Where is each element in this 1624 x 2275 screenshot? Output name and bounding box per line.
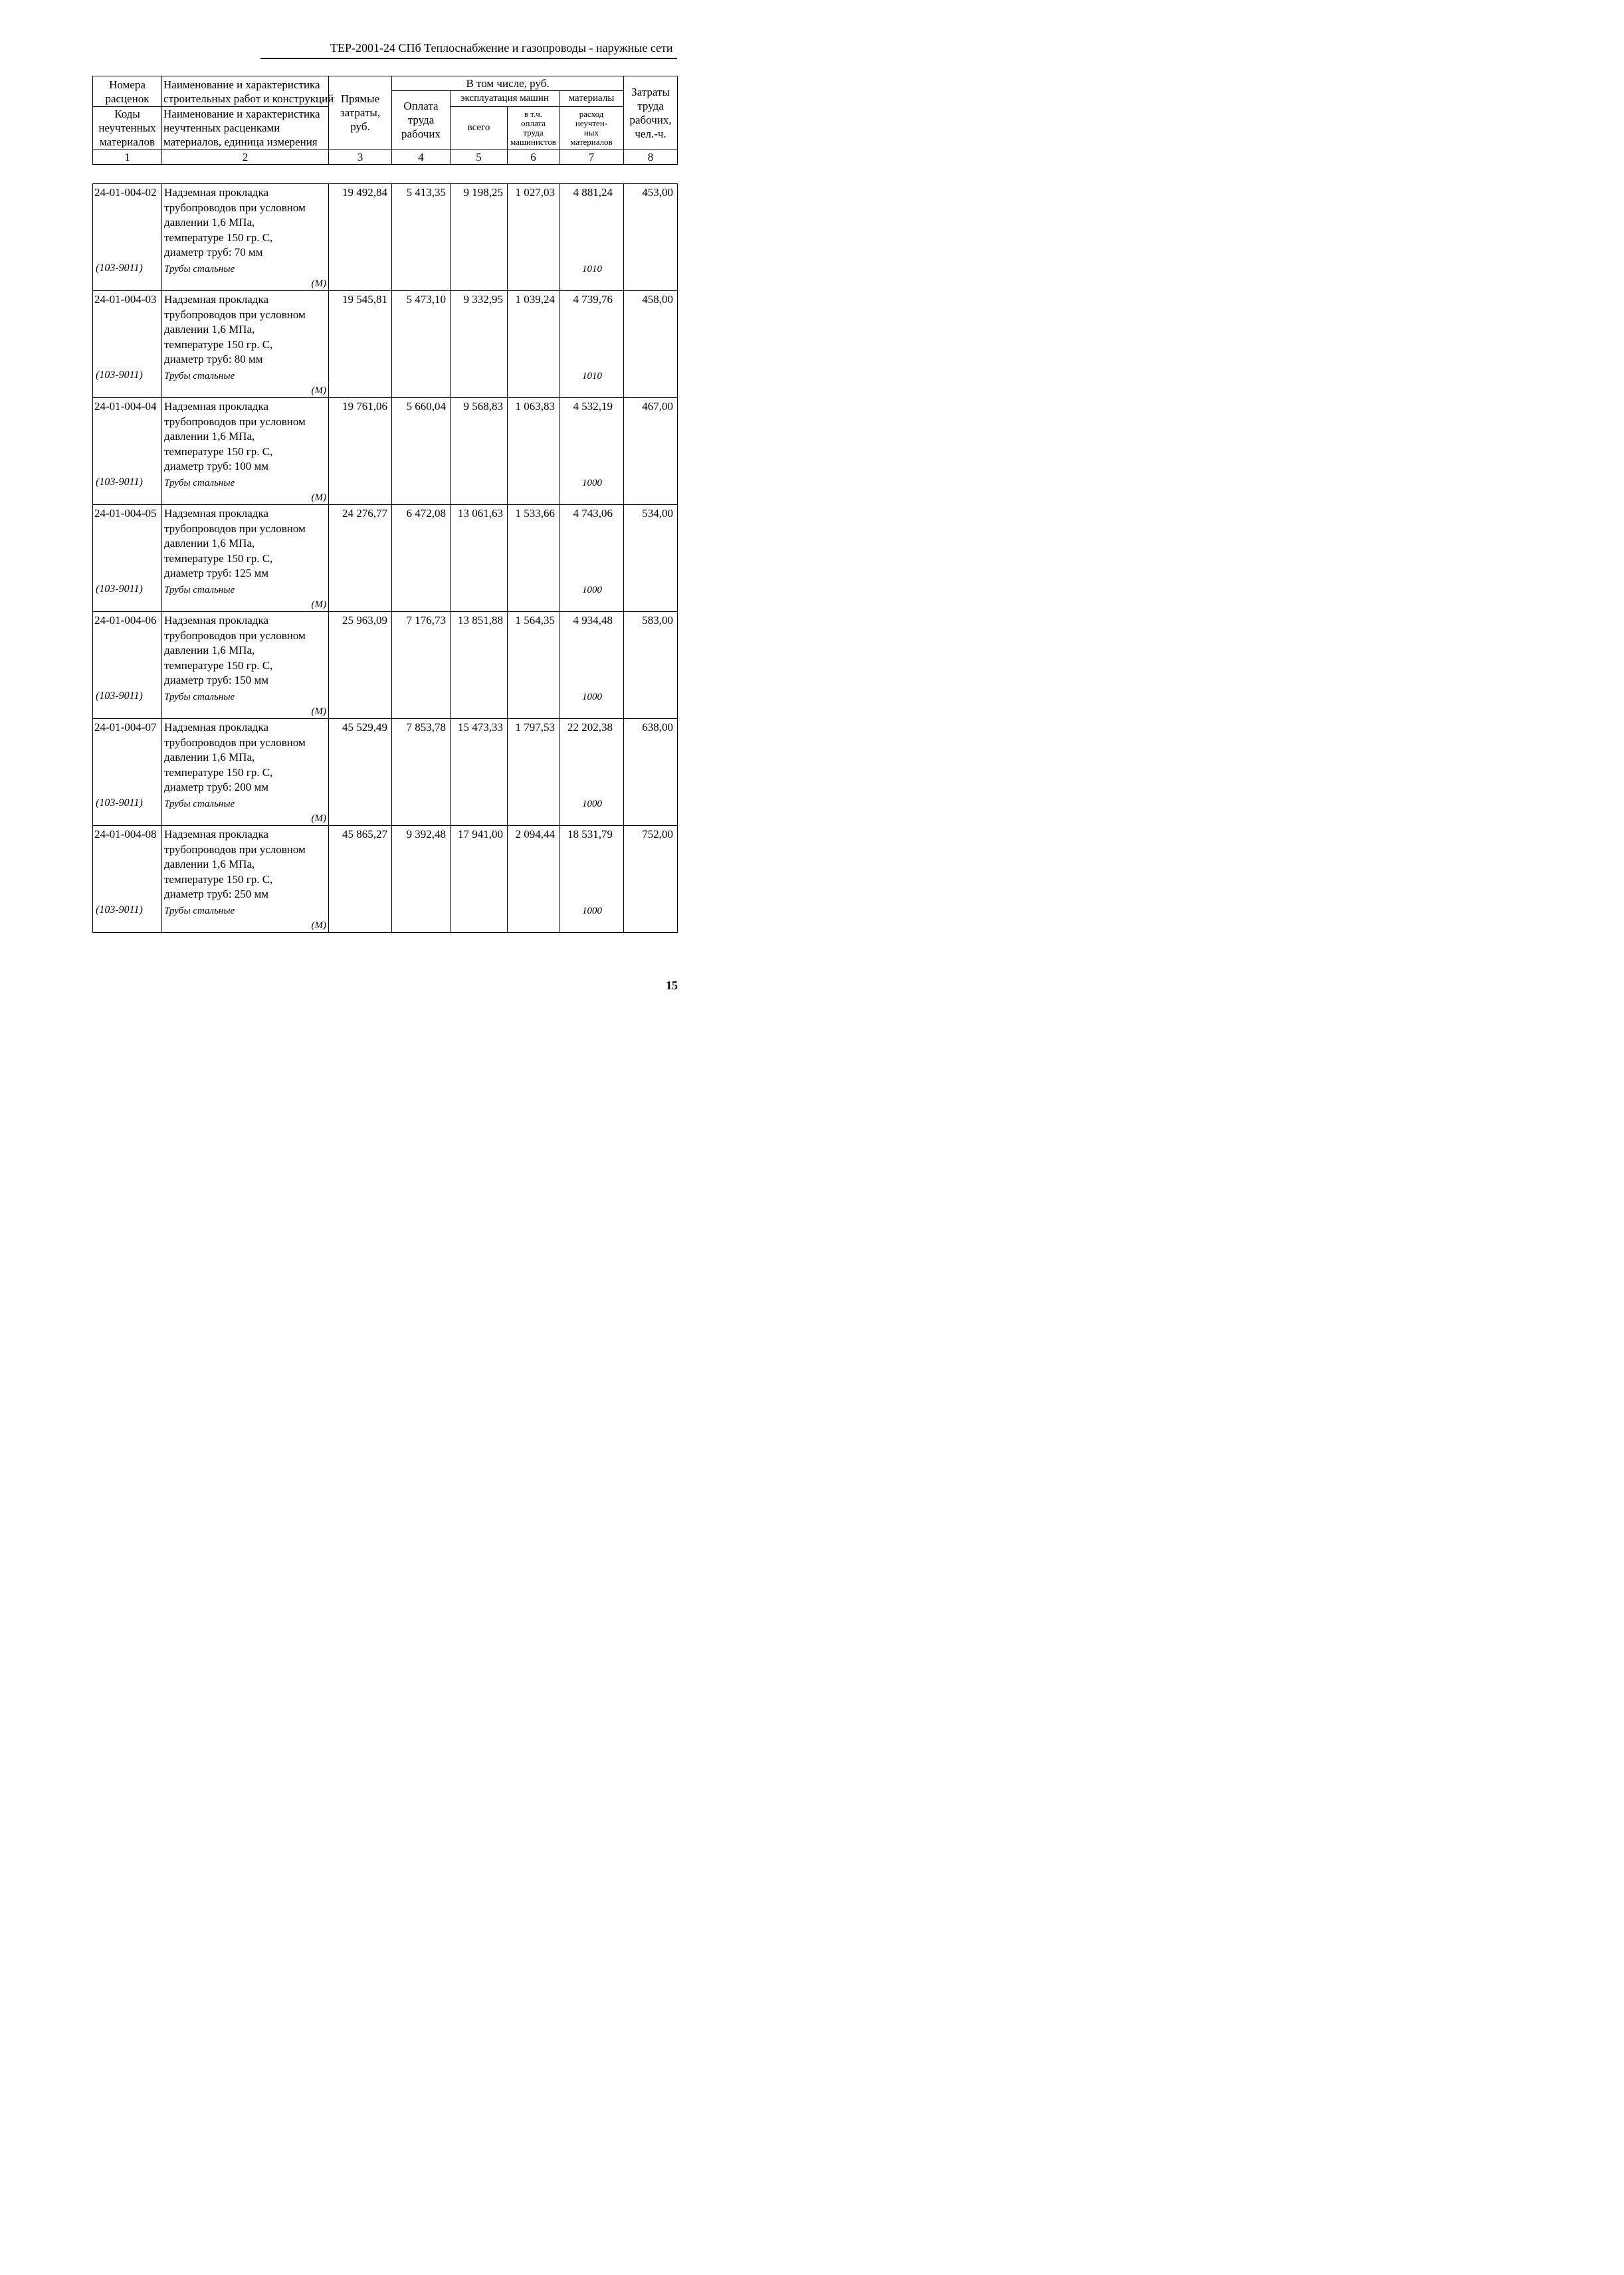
work-description-line: давлении 1,6 МПа, bbox=[164, 323, 255, 336]
work-description-line: диаметр труб: 80 мм bbox=[164, 353, 263, 365]
work-description-line: температуре 150 гр. С, bbox=[164, 445, 273, 458]
machine-costs-total: 9 332,95 bbox=[451, 291, 508, 398]
rate-code-cell bbox=[93, 398, 162, 505]
table-row bbox=[93, 719, 678, 826]
col1-top-header: Номера расценок bbox=[93, 76, 162, 107]
material-code: (103-9011) bbox=[96, 369, 143, 381]
material-quantity: 1010 bbox=[582, 371, 602, 381]
work-description-line: диаметр труб: 125 мм bbox=[164, 567, 269, 579]
labor-hours: 638,00 bbox=[624, 719, 678, 826]
work-name-cell bbox=[162, 505, 329, 612]
col4-header: Оплата труда рабочих bbox=[392, 91, 451, 149]
material-quantity: 1000 bbox=[582, 692, 602, 702]
machine-operator-wages: 1 039,24 bbox=[508, 291, 559, 398]
rate-code-cell bbox=[93, 719, 162, 826]
work-name-cell bbox=[162, 826, 329, 933]
materials-cell bbox=[559, 291, 624, 398]
material-name: Трубы стальные bbox=[164, 371, 235, 381]
material-code: (103-9011) bbox=[96, 583, 143, 595]
direct-costs: 19 545,81 bbox=[329, 291, 392, 398]
col2-bottom-header: Наименование и характеристика неучтенных расценками материалов, единица измерения bbox=[162, 107, 329, 149]
col-number: 4 bbox=[392, 149, 451, 165]
materials-cost: 4 881,24 bbox=[573, 186, 613, 199]
materials-header: материалы bbox=[559, 91, 624, 107]
material-unit: (М) bbox=[311, 813, 326, 824]
material-name: Трубы стальные bbox=[164, 692, 235, 702]
work-description-line: диаметр труб: 250 мм bbox=[164, 888, 269, 900]
col5-header: всего bbox=[451, 107, 508, 149]
material-unit: (М) bbox=[311, 278, 326, 289]
machines-header: эксплуатация машин bbox=[451, 91, 559, 107]
page-number: 15 bbox=[666, 979, 678, 992]
labor-hours: 583,00 bbox=[624, 612, 678, 719]
material-unit: (М) bbox=[311, 920, 326, 931]
machine-costs-total: 17 941,00 bbox=[451, 826, 508, 933]
col-number: 8 bbox=[624, 149, 678, 165]
work-description-line: температуре 150 гр. С, bbox=[164, 338, 273, 351]
rate-code: 24-01-004-08 bbox=[94, 828, 157, 841]
table-row bbox=[93, 826, 678, 933]
work-description-line: диаметр труб: 100 мм bbox=[164, 460, 269, 472]
material-name: Трубы стальные bbox=[164, 799, 235, 809]
work-name-cell bbox=[162, 184, 329, 291]
col-number: 6 bbox=[508, 149, 559, 165]
material-code: (103-9011) bbox=[96, 797, 143, 809]
work-description-line: давлении 1,6 МПа, bbox=[164, 858, 255, 870]
labor-wages: 6 472,08 bbox=[392, 505, 451, 612]
labor-wages: 5 660,04 bbox=[392, 398, 451, 505]
machine-operator-wages: 2 094,44 bbox=[508, 826, 559, 933]
rate-code: 24-01-004-07 bbox=[94, 721, 157, 734]
machine-operator-wages: 1 027,03 bbox=[508, 184, 559, 291]
table-row bbox=[93, 291, 678, 398]
table-row bbox=[93, 184, 678, 291]
machine-operator-wages: 1 564,35 bbox=[508, 612, 559, 719]
labor-hours: 752,00 bbox=[624, 826, 678, 933]
table-row bbox=[93, 398, 678, 505]
col3-header: Прямые затраты, руб. bbox=[329, 76, 392, 149]
material-code: (103-9011) bbox=[96, 904, 143, 916]
col-number: 7 bbox=[559, 149, 624, 165]
material-code: (103-9011) bbox=[96, 690, 143, 702]
work-description-line: давлении 1,6 МПа, bbox=[164, 216, 255, 229]
rate-code: 24-01-004-04 bbox=[94, 400, 157, 413]
work-description-line: диаметр труб: 70 мм bbox=[164, 246, 263, 258]
rate-code: 24-01-004-03 bbox=[94, 293, 157, 306]
material-name: Трубы стальные bbox=[164, 585, 235, 595]
material-quantity: 1000 bbox=[582, 478, 602, 488]
machine-costs-total: 13 851,88 bbox=[451, 612, 508, 719]
header-rule bbox=[260, 58, 677, 59]
col-number: 5 bbox=[451, 149, 508, 165]
work-description-line: трубопроводов при условном bbox=[164, 629, 306, 642]
rate-code-cell bbox=[93, 505, 162, 612]
labor-hours: 534,00 bbox=[624, 505, 678, 612]
work-description-line: диаметр труб: 150 мм bbox=[164, 674, 269, 686]
materials-cost: 4 743,06 bbox=[573, 507, 613, 520]
work-description-line: трубопроводов при условном bbox=[164, 308, 306, 321]
work-description-line: трубопроводов при условном bbox=[164, 736, 306, 749]
direct-costs: 45 529,49 bbox=[329, 719, 392, 826]
machine-operator-wages: 1 063,83 bbox=[508, 398, 559, 505]
labor-wages: 5 473,10 bbox=[392, 291, 451, 398]
work-description-line: Надземная прокладка bbox=[164, 614, 268, 627]
document-title: ТЕР-2001-24 СПб Теплоснабжение и газопроводы - наружные сети bbox=[330, 41, 673, 54]
col6-header: в т.ч. оплата труда машинистов bbox=[508, 107, 559, 149]
work-description-line: температуре 150 гр. С, bbox=[164, 872, 273, 886]
materials-cell bbox=[559, 826, 624, 933]
material-quantity: 1010 bbox=[582, 264, 602, 274]
direct-costs: 19 761,06 bbox=[329, 398, 392, 505]
work-description-line: Надземная прокладка bbox=[164, 186, 268, 199]
work-name-cell bbox=[162, 291, 329, 398]
labor-wages: 5 413,35 bbox=[392, 184, 451, 291]
rate-code-cell bbox=[93, 184, 162, 291]
column-header-table bbox=[92, 76, 678, 165]
direct-costs: 19 492,84 bbox=[329, 184, 392, 291]
work-description-line: трубопроводов при условном bbox=[164, 842, 306, 856]
material-quantity: 1000 bbox=[582, 585, 602, 595]
work-description-line: Надземная прокладка bbox=[164, 828, 268, 841]
rate-code: 24-01-004-06 bbox=[94, 614, 157, 627]
machine-costs-total: 13 061,63 bbox=[451, 505, 508, 612]
work-description-line: трубопроводов при условном bbox=[164, 415, 306, 428]
labor-wages: 7 853,78 bbox=[392, 719, 451, 826]
work-description-line: трубопроводов при условном bbox=[164, 201, 306, 214]
materials-cell bbox=[559, 184, 624, 291]
work-description-line: температуре 150 гр. С, bbox=[164, 765, 273, 779]
machine-operator-wages: 1 533,66 bbox=[508, 505, 559, 612]
work-description-line: температуре 150 гр. С, bbox=[164, 231, 273, 244]
work-description-line: давлении 1,6 МПа, bbox=[164, 751, 255, 763]
material-unit: (М) bbox=[311, 385, 326, 396]
rate-code-cell bbox=[93, 826, 162, 933]
work-description-line: давлении 1,6 МПа, bbox=[164, 537, 255, 549]
material-unit: (М) bbox=[311, 599, 326, 610]
labor-wages: 7 176,73 bbox=[392, 612, 451, 719]
materials-cell bbox=[559, 505, 624, 612]
table-row bbox=[93, 505, 678, 612]
labor-wages: 9 392,48 bbox=[392, 826, 451, 933]
work-description-line: температуре 150 гр. С, bbox=[164, 658, 273, 672]
work-name-cell bbox=[162, 719, 329, 826]
group-header: В том числе, руб. bbox=[392, 76, 624, 91]
material-code: (103-9011) bbox=[96, 262, 143, 274]
table-row bbox=[93, 612, 678, 719]
material-name: Трубы стальные bbox=[164, 264, 235, 274]
work-description-line: трубопроводов при условном bbox=[164, 522, 306, 535]
col-number: 2 bbox=[162, 149, 329, 165]
material-unit: (М) bbox=[311, 492, 326, 503]
material-name: Трубы стальные bbox=[164, 478, 235, 488]
col2-top-header: Наименование и характеристика строительных работ и конструкций bbox=[162, 76, 329, 107]
col1-bottom-header: Коды неучтенных материалов bbox=[93, 107, 162, 149]
work-description-line: давлении 1,6 МПа, bbox=[164, 430, 255, 443]
material-quantity: 1000 bbox=[582, 906, 602, 916]
work-description-line: Надземная прокладка bbox=[164, 507, 268, 520]
col-number: 3 bbox=[329, 149, 392, 165]
labor-hours: 458,00 bbox=[624, 291, 678, 398]
materials-cell bbox=[559, 612, 624, 719]
labor-hours: 453,00 bbox=[624, 184, 678, 291]
direct-costs: 45 865,27 bbox=[329, 826, 392, 933]
material-name: Трубы стальные bbox=[164, 906, 235, 916]
material-unit: (М) bbox=[311, 706, 326, 717]
machine-operator-wages: 1 797,53 bbox=[508, 719, 559, 826]
direct-costs: 24 276,77 bbox=[329, 505, 392, 612]
work-description-line: Надземная прокладка bbox=[164, 721, 268, 734]
machine-costs-total: 9 568,83 bbox=[451, 398, 508, 505]
col8-header: Затраты труда рабочих, чел.-ч. bbox=[624, 76, 678, 149]
rate-code: 24-01-004-02 bbox=[94, 186, 157, 199]
rates-table bbox=[92, 183, 678, 933]
material-code: (103-9011) bbox=[96, 476, 143, 488]
work-description-line: давлении 1,6 МПа, bbox=[164, 644, 255, 656]
work-description-line: Надземная прокладка bbox=[164, 293, 268, 306]
materials-cost: 4 739,76 bbox=[573, 293, 613, 306]
materials-cost: 22 202,38 bbox=[567, 721, 613, 734]
rate-code: 24-01-004-05 bbox=[94, 507, 157, 520]
machine-costs-total: 15 473,33 bbox=[451, 719, 508, 826]
work-description-line: температуре 150 гр. С, bbox=[164, 551, 273, 565]
rate-code-cell bbox=[93, 291, 162, 398]
direct-costs: 25 963,09 bbox=[329, 612, 392, 719]
machine-costs-total: 9 198,25 bbox=[451, 184, 508, 291]
materials-cost: 4 934,48 bbox=[573, 614, 613, 627]
materials-cost: 18 531,79 bbox=[567, 828, 613, 841]
materials-cell bbox=[559, 719, 624, 826]
material-quantity: 1000 bbox=[582, 799, 602, 809]
work-name-cell bbox=[162, 398, 329, 505]
rate-code-cell bbox=[93, 612, 162, 719]
work-name-cell bbox=[162, 612, 329, 719]
col-number: 1 bbox=[93, 149, 162, 165]
work-description-line: Надземная прокладка bbox=[164, 400, 268, 413]
labor-hours: 467,00 bbox=[624, 398, 678, 505]
col7-header: расход неучтен- ных материалов bbox=[559, 107, 624, 149]
work-description-line: диаметр труб: 200 мм bbox=[164, 781, 269, 793]
materials-cost: 4 532,19 bbox=[573, 400, 613, 413]
materials-cell bbox=[559, 398, 624, 505]
